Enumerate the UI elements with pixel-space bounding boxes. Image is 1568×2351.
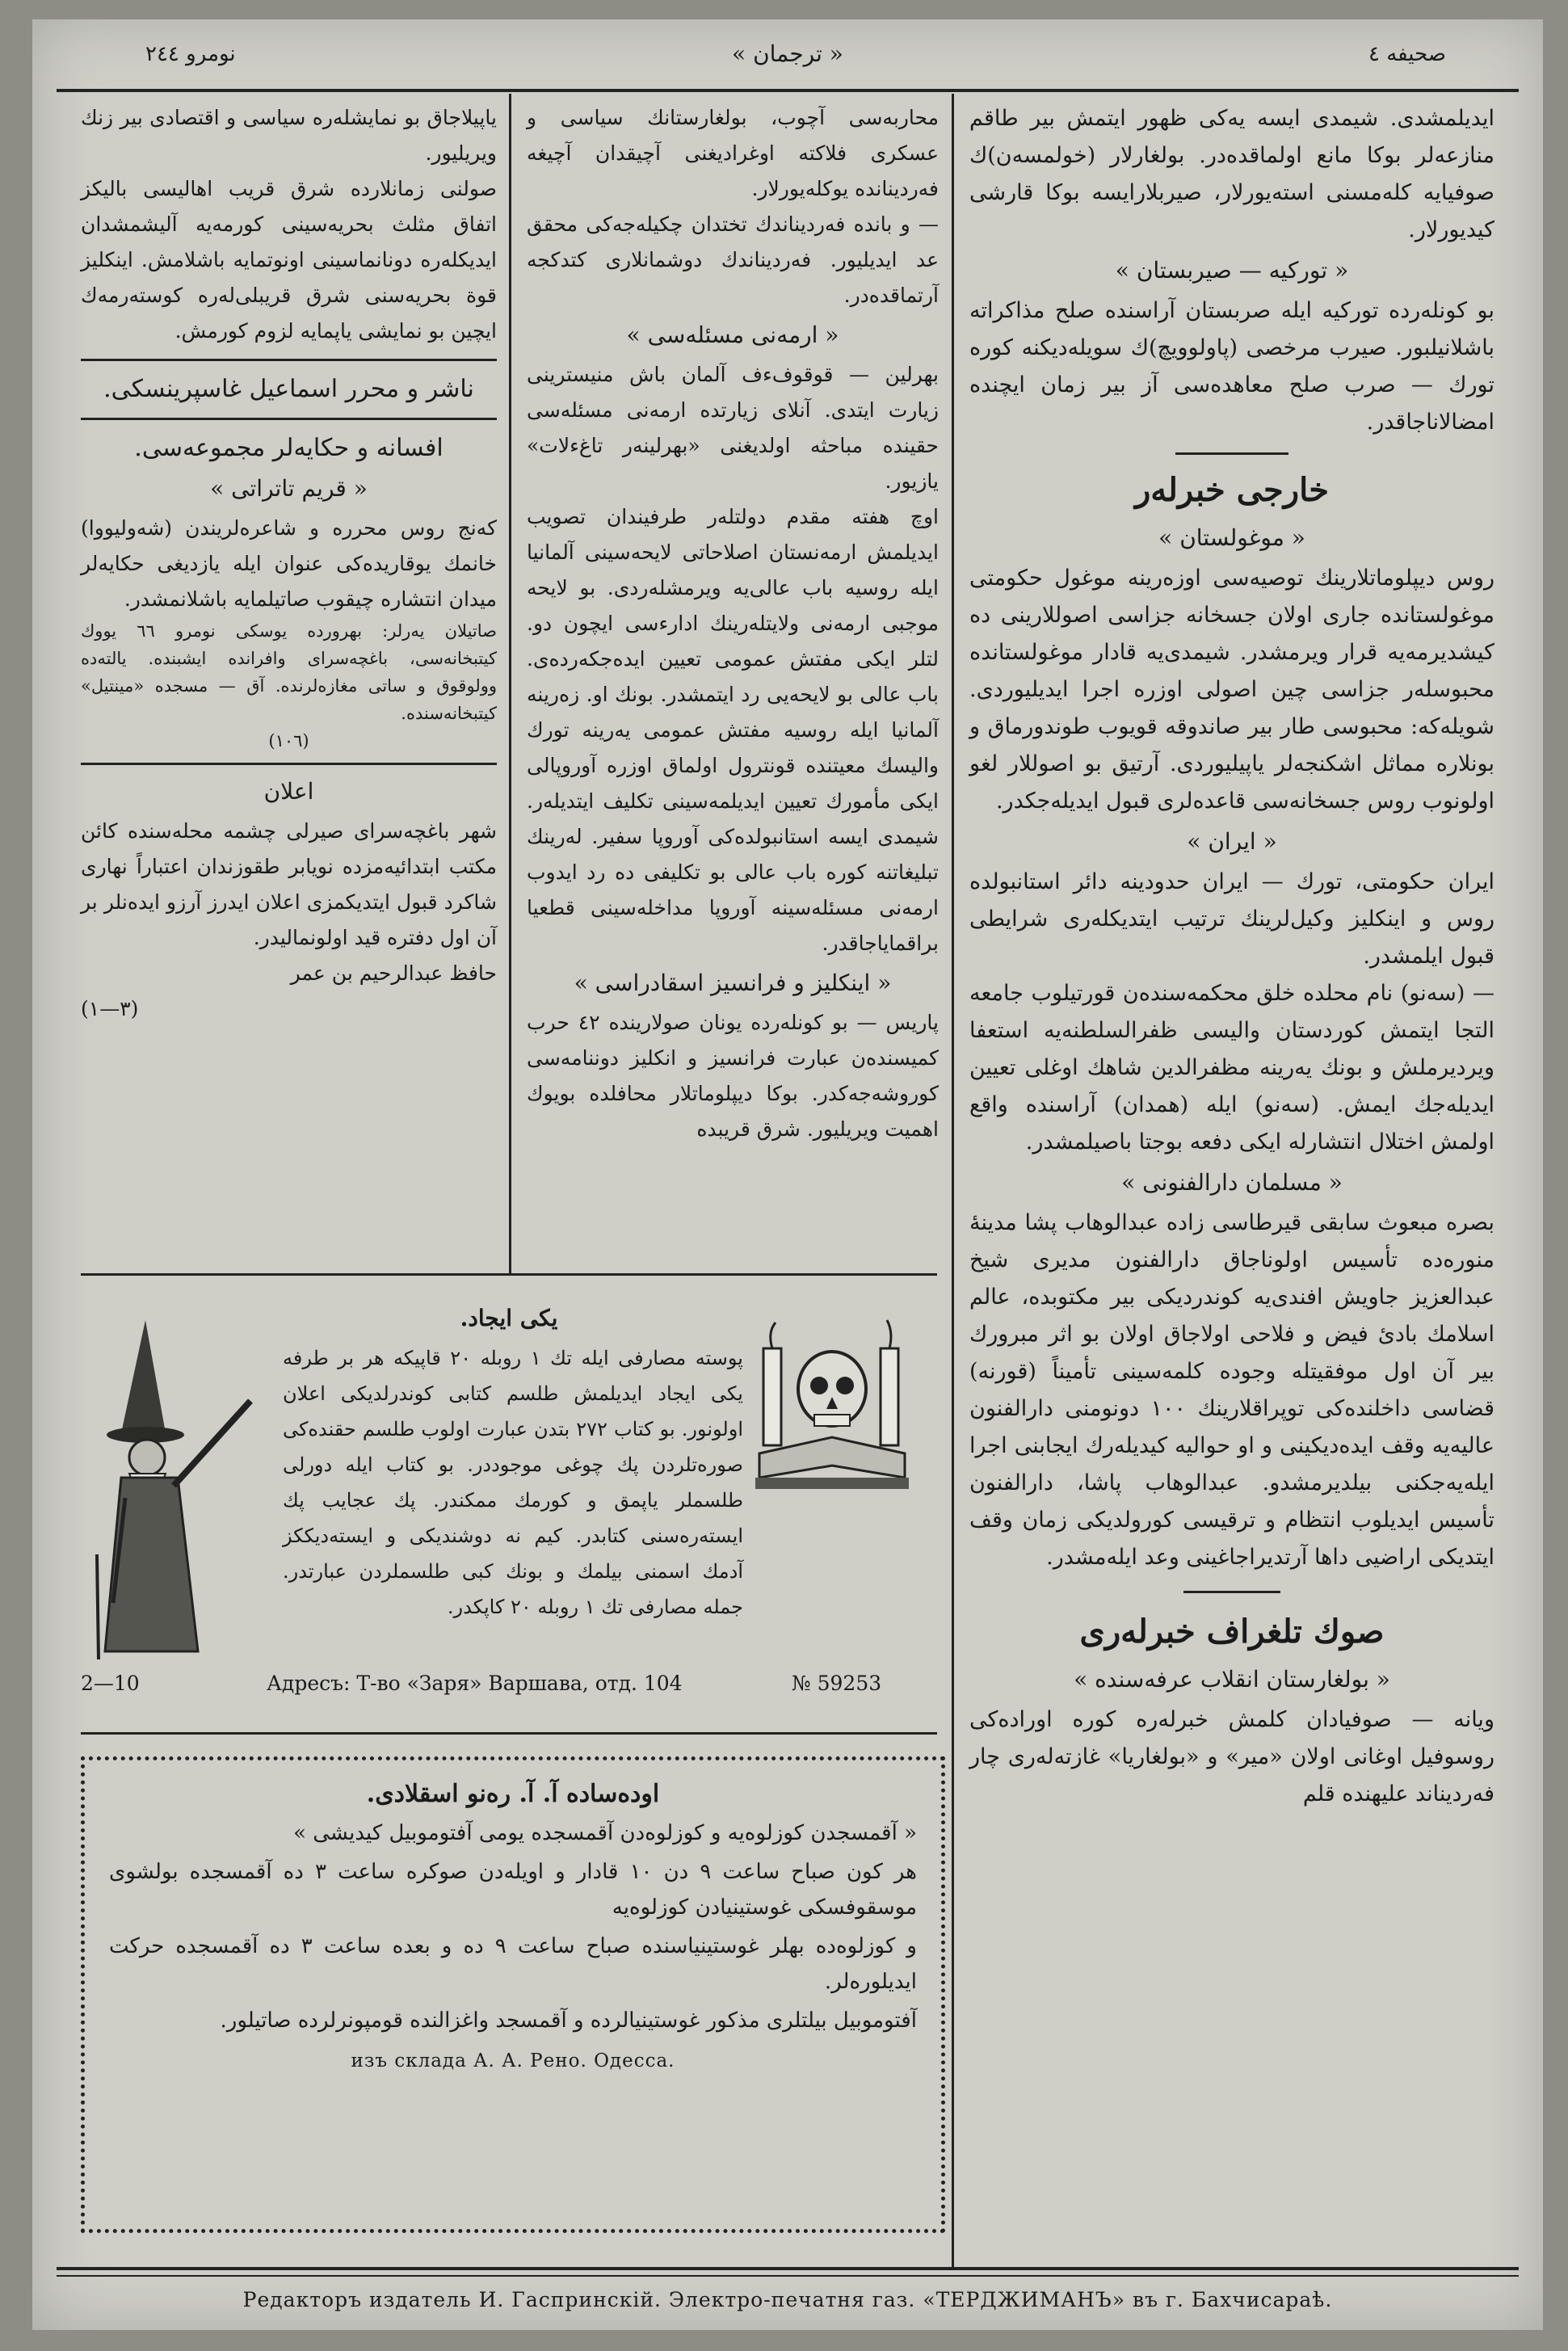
middle-paragraph-1: محاربه‌سى آچوب، بولغارستانك سياسى و عسكرى فلاكته اوغراديغنى آچيقدان آچيغه فه‌ردينانده يوكله‌يورلار. xyxy=(527,106,939,200)
telegraph-heading: صوك تلغراف خبرله‌رى xyxy=(1079,1613,1385,1651)
auto-ad-footer: изъ склада А. А. Рено. Одесса. xyxy=(351,2050,675,2071)
bottom-rule-1 xyxy=(57,2267,1519,2270)
column-left xyxy=(81,100,497,1027)
anglo-french-title: « اينكليز و فرانسيز اسقادراسى » xyxy=(574,969,892,996)
anthology-paragraph: كه‌نج روس محرره و شاعره‌لريندن (شه‌وليووا) خانمك يوقاريده‌كى عنوان ايله يازديغى حكايه‌لر ميدان انتشاره چيقوب صاتيلمايه باشلانمشدر. xyxy=(81,516,497,611)
left-paragraph-2: صولنى زمانلارده شرق قريب اهاليسى باليكز اتفاق مثلث بحريه‌سينى كورمه‌يه آليشمشدان ايديكله‌ره دونانماسينى اونوتمايه باشلامش. اينكليز قوة بحريه‌سنى شرق قريبلى‌له‌ره كوسته‌رمه‌ك ايچين بو نمايشى ياپمايه لزوم كورمش. xyxy=(81,177,497,343)
page-number: صحيفه ٤ xyxy=(1368,42,1446,66)
column-rule-left xyxy=(509,94,511,1273)
anglo-french-paragraph: پاريس — بو كونله‌رده يونان صولارينده ٤٢ حرب كميسنده‌ن عبارت فرانسيز و انكليز دوننامه‌سى كوروشه‌جه‌كدر. بوكا ديپلوماتلار محافلده بويوك اهميت ويريليور. شرق قريبده xyxy=(527,1011,940,1141)
automobile-ad xyxy=(81,1756,945,2233)
wizard-ad-number: № 59253 xyxy=(792,1672,882,1695)
anthology-heading: افسانه و حكايه‌لر مجموعه‌سى. xyxy=(134,434,443,462)
issue-number: نومرو ٢٤٤ xyxy=(145,42,236,66)
intro-paragraph: ايديلمشدى. شيمدى ايسه يه‌كى ظهور ايتمش بير طاقم منازعه‌لر بوكا مانع اولماقده‌در. بولغارلار (خولمسه‌ن)ك صوفيايه كله‌مسنى استه‌يورلار، صيربلارايسه بوكا قارشى كيديورلار. xyxy=(969,106,1494,242)
bottom-rule-2 xyxy=(57,2275,1519,2277)
middle-paragraph-2: — و بانده فه‌رديناندك تختدان چكيله‌جه‌كى محقق عد ايديليور. فه‌رديناندك دوشمانلارى كتدكجه آرتماقده‌در. xyxy=(527,212,939,307)
short-rule xyxy=(1175,452,1288,455)
column-right xyxy=(969,100,1494,1813)
armenian-paragraph-2: اوچ هفته مقدم دولتله‌ر طرفيندان تصويب ايديلمش ارمه‌نستان اصلاحاتى لايحه‌سينى آلمانيا ايله روسيه باب عالى‌يه ويرمشله‌ردى. بو لايحه موجبى ارمه‌نى ولايتله‌رينك ادارءسى ايچون دو. لتلر ايكى مفتش عمومى تعيين ايده‌جكه‌رده‌ى. باب عالى بو لايحه‌يى رد ايتمشدر. بونك او. زه‌رينه آلمانيا ايله روسيه مفتش عمومى يه‌رينه تورك واليسك معيتنده قونترول اولماق اوزره آوروپالى ايكى مأمورك تعيين ايديلمه‌سينى تكليف ايتديله‌ر. شيمدى ايسه استانبولده‌كى آوروپا سفير. له‌رينك تبليغاتنه كوره باب عالى بو تكليفى ده رد ايدوب ارمه‌نى مسئله‌سينه آوروپا مداخله‌سينى قطعيا براقماياجاقدر. xyxy=(527,505,939,955)
column-rule-right xyxy=(952,94,954,2267)
publisher-line: ناشر و محرر اسماعيل غاسپرينسكى. xyxy=(103,375,474,403)
newspaper-page xyxy=(32,19,1543,2330)
mongolia-title: « موغولستان » xyxy=(1158,524,1305,551)
short-rule-2 xyxy=(1183,1591,1280,1593)
auto-ad-schedule-1: هر كون صباح ساعت ٩ دن ١٠ قادار و اويله‌دن صوكره ساعت ٣ ده آقمسجده بولشوى موسقوفسكى غوستينيادن كوزلوه‌يه xyxy=(109,1860,917,1920)
ad-rule xyxy=(81,1732,937,1735)
page-header xyxy=(81,34,1494,82)
darulfunun-title: « مسلمان دارالفنونى » xyxy=(1121,1169,1343,1196)
header-rule xyxy=(57,89,1519,92)
turkey-serbia-paragraph: بو كونله‌رده توركيه ايله صربستان آراسنده صلح مذاكراته باشلانيلبور. صيرب مرخصى (پاولوويچ)ك سويله‌ديكنه كوره تورك — صرب صلح معاهده‌سى آز بير زمان ايچنده امضالاناجاقدر. xyxy=(969,298,1494,435)
left-rule-1 xyxy=(81,359,497,361)
iran-title: « ايران » xyxy=(1187,828,1277,855)
bulgaria-title: « بولغارستان انقلاب عرفه‌سنده » xyxy=(1074,1666,1390,1693)
turkey-serbia-title: « توركيه — صيربستان » xyxy=(1115,257,1349,284)
left-rule-3 xyxy=(81,763,497,765)
skull-books-illustration xyxy=(751,1316,913,1494)
notice-paragraph: شهر باغچه‌سراى صيرلى چشمه محله‌سنده كائن مكتب ابتدائيه‌مزده نويابر طقوزندان اعتباراً نهارى شاكرد قبول ايتديكمزى اعلان ايدرز آرزو ايده‌نلر بر آن اول دفتره قيد اولونماليدر. xyxy=(81,819,497,949)
wizard-ad-ref: 2—10 xyxy=(81,1672,140,1695)
bulgaria-paragraph: ويانه — صوفيادان كلمش خبرله‌ره كوره اوراده‌كى روسوفيل اوغانى اولان «مير» و «بولغاريا» غازته‌له‌رى چار فه‌رديناند عليهنده قلم xyxy=(969,1707,1494,1806)
section-rule xyxy=(81,1273,937,1276)
wizard-ad-title: يكى ايجاد. xyxy=(460,1305,558,1331)
wizard-ad xyxy=(81,1300,937,1720)
left-rule-2 xyxy=(81,418,497,420)
wizard-ad-paragraph: پوسته مصارفى ايله تك ١ روبله ٢٠ قاپيكه هر بر طرفه يكى ايجاد ايديلمش طلسم كتابى كوندرلديكى اعلان اولونور. بو كتاب ٢٧٢ بتدن عبارت اولوب طلسم حقنده‌كى صوره‌تلردن پك چوغى موجوددر. بو كتاب ايله دورلى طلسملر ياپمق و كورمك ممكندر. پك عجايب پك ايسته‌ره‌سنى كتابدر. كيم نه دوشنديكى و ايسته‌ديككز آدمك اسمنى بيلمك و بونك كبى طلسملردن عبارتدر. جمله مصارفى تك ١ روبله ٢٠ كاپكدر. xyxy=(283,1347,743,1618)
column-middle xyxy=(527,100,939,1147)
mongolia-paragraph: روس ديپلوماتلارينك توصيه‌سى اوزه‌رينه موغول حكومتى موغولستانده جارى اولان جسخانه جزاسى اصوللارينى ده كيشديرمه‌يه قرار ويرمشدر. شيمدى‌يه قادار موغولستانده محبوسله‌ر جزاسى چين اصولى اوزره اجرا ايديليوردى. شويله‌كه: محبوسى طار بير صاندوقه قويوب طوندورماق و بونلاره مماثل اشكنجه‌لر ياپيليوردى. آرتيق بو اصوللار لغو اولونوب روس جسخانه‌سى قاعده‌لرى قبول ايديله‌جكدر. xyxy=(969,566,1494,814)
left-paragraph-1: ياپيلاجاق بو نمايشله‌ره سياسى و اقتصادى بير زنك ويريليور. xyxy=(81,106,497,165)
notice-code: (٣—١) xyxy=(81,997,139,1020)
armenian-title: « ارمه‌نى مسئله‌سى » xyxy=(626,322,839,348)
wizard-illustration xyxy=(89,1312,267,1668)
anthology-subtitle: « قريم تاتراتى » xyxy=(210,475,368,502)
masthead-title: « ترجمان » xyxy=(732,40,843,67)
imprint-footer: Редакторъ издатель И. Гаспринскій. Электро-печатня газ. «ТЕРДЖИМАНЪ» въ г. Бахчисараѣ. xyxy=(242,2288,1333,2311)
notice-signature: حافظ عبدالرحيم بن عمر xyxy=(290,961,497,985)
wizard-ad-address: Адресъ: Т-во «Заря» Варшава, отд. 104 xyxy=(267,1672,683,1695)
iran-paragraph-1: ايران حكومتى، تورك — ايران حدودينه دائر استانبولده روس و اينكليز وكيل‌لرينك ترتيب ايتديكله‌رى شرايطى قبول ايلمشدر. xyxy=(969,869,1494,969)
notice-title: اعلان xyxy=(263,778,314,805)
anthology-code: (١٠٦) xyxy=(268,731,309,751)
darulfunun-paragraph: بصره مبعوث سابقى قيرطاسى زاده عبدالوهاب پشا مدينهٔ منوره‌ده تأسيس اولوناجاق دارالفنون مديرى شيخ عبدالعزيز جاويش افندى‌يه كوندرديكى بير مكتوبده، عالم اسلامك بادئ فيض و فلاحى اولاجاق اولان بو اثر مبرورك بير آن اول موفقيتله وجوده كلمه‌سينى تأميناً (قورنه) قضاسى داخلنده‌كى توپراقلارينك ١٠٠ دونومنى دارالفنون عاليه‌يه وقف ايده‌ديكينى و او حواليه كيديله‌رك ايجابنى اجرا ايله‌يه‌جكنى بيلديرمشدو. عبدالوهاب پاشا، دارالفنون تأسيس ايديلوب انتظام و ترقيسى كورولديكى زمان وقف ايتديكى اراضيى داها آرتديراجاغينى وعد ايله‌مشدر. xyxy=(969,1210,1494,1570)
anthology-sale-points: صاتيلان يه‌رلر: بهرورده يوسكى نومرو ٦٦ يووك كيتبخانه‌سى، باغچه‌سراى وافرانده ايشبنده. يالته‌ده وولوقوق و ساتى مغازه‌لرنده. آق — مسجده «مينتيل» كيتبخانه‌سنده. xyxy=(81,621,497,723)
auto-ad-route: « آقمسجدن كوزلوه‌يه و كوزلوه‌دن آقمسجده يومى آفتوموبيل كيديشى » xyxy=(293,1821,917,1845)
iran-paragraph-2: — (سه‌نو) نام محلده خلق محكمه‌سنده‌ن قورتيلوب جامعه التجا ايتمش كوردستان واليسى ظفرالسلطنه‌يه استعفا ويرديرملش و بونك يه‌رينه مظفرالدين شاهك اوغلى تعيين ايديله‌جك ايمش. (سه‌نو) ايله (همدان) آراسنده واقع اولمش اختلال انتشارله ايكى دفعه بوجتا باصيلمشدر. xyxy=(969,981,1494,1154)
auto-ad-schedule-2: و كوزلوه‌ده بهلر غوستينياسنده صباح ساعت ٩ ده و بعده ساعت ٣ ده آقمسجده حركت ايديلوره‌لر. xyxy=(109,1934,917,1994)
armenian-paragraph-1: بهرلين — قوقوفءف آلمان باش منيسترينى زيارت ايتدى. آنلاى زيارتده ارمه‌نى مسئله‌سى حقينده مباحثه اولديغنى «بهرلينه‌ر تاغءلات» يازيور. xyxy=(527,363,939,493)
auto-ad-tickets: آفتوموبيل بيلتلرى مذكور غوستينيالرده و آقمسجد واغزالنده قومپونرلرده صاتيلور. xyxy=(220,2008,917,2033)
foreign-news-heading: خارجى خبرله‌ر xyxy=(1134,471,1330,509)
auto-ad-title: اوده‌ساده آ. آ. ره‌نو اسقلادى. xyxy=(366,1780,660,1808)
